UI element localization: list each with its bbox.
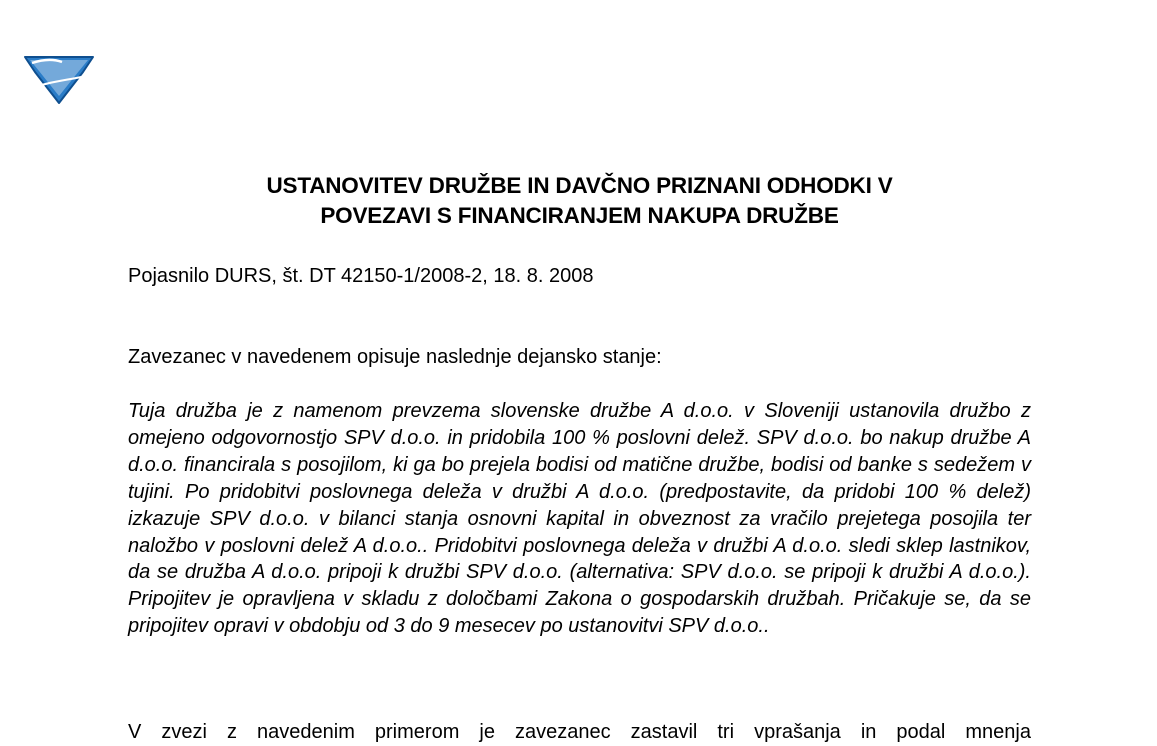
document-reference: Pojasnilo DURS, št. DT 42150-1/2008-2, 18. 8. 2008 xyxy=(128,265,594,287)
sd-shield-logo-icon xyxy=(22,50,96,104)
title-line-2: POVEZAVI S FINANCIRANJEM NAKUPA DRUŽBE xyxy=(320,203,839,228)
question-paragraph: V zvezi z navedenim primerom je zavezanec zastavil tri vprašanja in podal mnenja xyxy=(128,721,1031,743)
document-title xyxy=(128,171,1031,231)
company-logo xyxy=(22,50,96,104)
intro-paragraph: Zavezanec v navedenem opisuje naslednje dejansko stanje: xyxy=(128,346,662,368)
facts-paragraph: Tuja družba je z namenom prevzema slovenske družbe A d.o.o. v Sloveniji ustanovila družbo z omejeno odgovornostjo SPV d.o.o. in pridobila 100 % poslovni delež. SPV d.o.o. bo nakup družbe A d.o.o. financirala s posojilom, ki ga bo prejela bodisi od matične družbe, bodisi od banke s sedežem v tujini. Po pridobitvi poslovnega deleža v družbi A d.o.o. (predpostavite, da pridobi 100 % delež) izkazuje SPV d.o.o. v bilanci stanja osnovni kapital in obveznost za vračilo prejetega posojila ter naložbo v poslovni delež A d.o.o.. Pridobitvi poslovnega deleža v družbi A d.o.o. sledi sklep lastnikov, da se družba A d.o.o. pripoji k družbi SPV d.o.o. (alternativa: SPV d.o.o. se pripoji k družbi A d.o.o.). Pripojitev je opravljena v skladu z določbami Zakona o gospodarskih družbah. Pričakuje se, da se pripojitev opravi v obdobju od 3 do 9 mesecev po ustanovitvi SPV d.o.o.. xyxy=(128,400,1031,638)
title-line-1: USTANOVITEV DRUŽBE IN DAVČNO PRIZNANI ODHODKI V xyxy=(266,173,893,198)
